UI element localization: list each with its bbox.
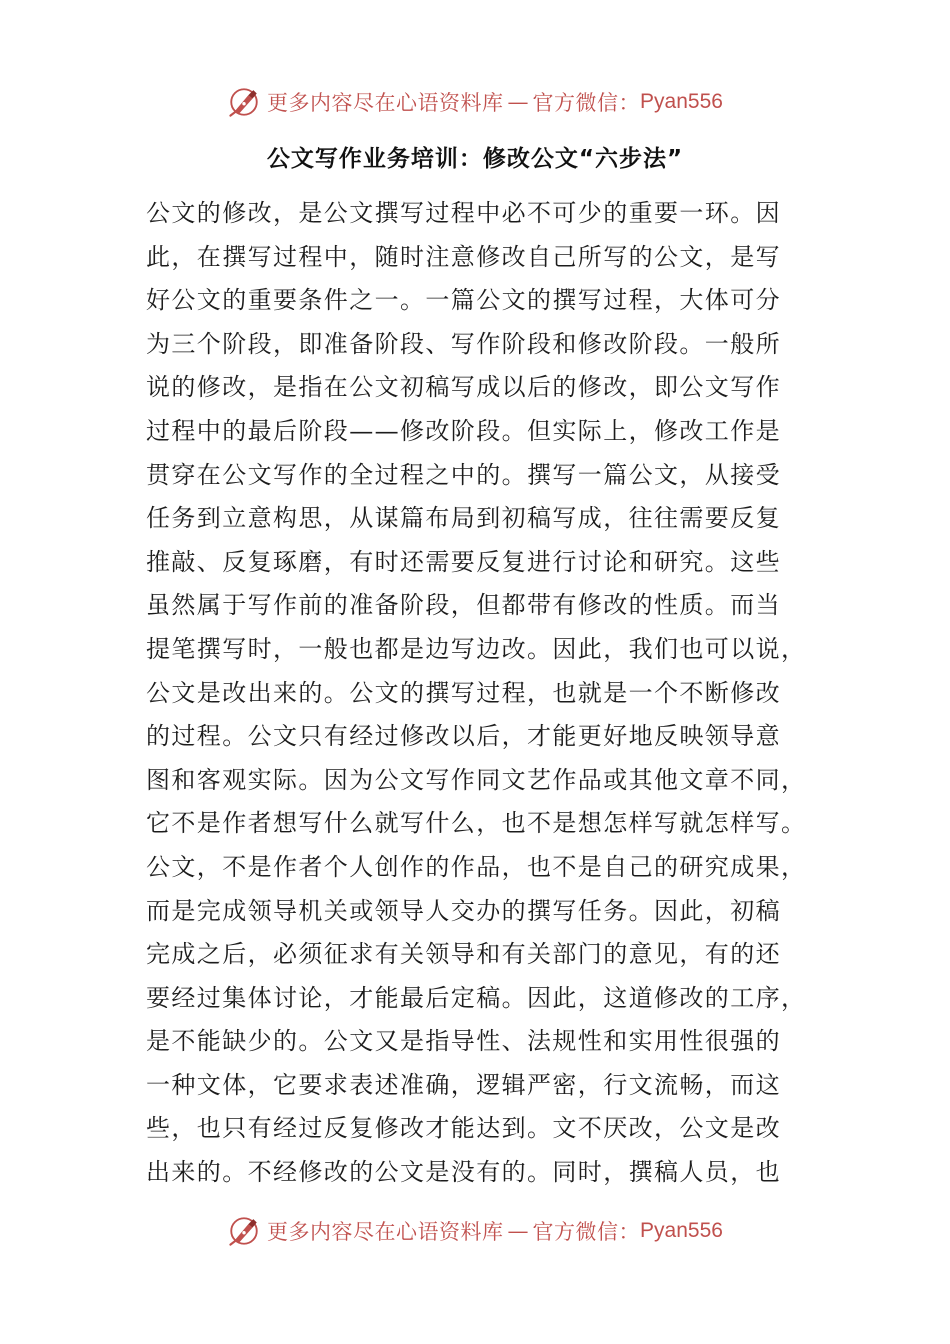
banner-label: 官方微信： (532, 1220, 641, 1244)
body-paragraph (146, 192, 806, 1195)
banner-label: 官方微信： (532, 91, 641, 115)
header-banner (0, 80, 950, 124)
text-line: 一种文体，它要求表述准确，逻辑严密，行文流畅，而这 (146, 1070, 781, 1099)
pen-nib-logo-icon (227, 1214, 261, 1248)
text-line: 虽然属于写作前的准备阶段，但都带有修改的性质。而当 (146, 591, 781, 620)
text-line: 出来的。不经修改的公文是没有的。同时，撰稿人员，也 (146, 1158, 781, 1187)
banner-text: 更多内容尽在心语资料库 (267, 91, 504, 115)
wechat-id: Pyan556 (640, 90, 723, 113)
text-line: 图和客观实际。因为公文写作同文艺作品或其他文章不同， (146, 765, 807, 794)
text-line: 推敲、反复琢磨，有时还需要反复进行讨论和研究。这些 (146, 547, 781, 576)
footer-banner (0, 1209, 950, 1253)
document-title: 公文写作业务培训：修改公文“六步法” (266, 146, 684, 172)
text-line: 公文是改出来的。公文的撰写过程，也就是一个不断修改 (146, 678, 781, 707)
text-line: 提笔撰写时，一般也都是边写边改。因此，我们也可以说， (146, 634, 807, 663)
text-line: 而是完成领导机关或领导人交办的撰写任务。因此，初稿 (146, 896, 781, 925)
banner-separator: — (507, 1219, 529, 1243)
text-line: 公文的修改，是公文撰写过程中必不可少的重要一环。因 (146, 199, 781, 227)
wechat-id: Pyan556 (640, 1219, 723, 1242)
pen-nib-logo-icon (227, 85, 261, 119)
banner-text: 更多内容尽在心语资料库 (267, 1220, 504, 1244)
text-line: 公文，不是作者个人创作的作品，也不是自己的研究成果， (146, 852, 807, 881)
text-line: 它不是作者想写什么就写什么，也不是想怎样写就怎样写。 (146, 809, 807, 838)
text-line: 此，在撰写过程中，随时注意修改自己所写的公文，是写 (146, 242, 781, 271)
text-line: 完成之后，必须征求有关领导和有关部门的意见，有的还 (146, 940, 781, 969)
text-line: 是不能缺少的。公文又是指导性、法规性和实用性很强的 (146, 1027, 781, 1056)
text-line: 好公文的重要条件之一。一篇公文的撰写过程，大体可分 (146, 286, 781, 315)
text-line: 的过程。公文只有经过修改以后，才能更好地反映领导意 (146, 722, 781, 751)
text-line: 说的修改，是指在公文初稿写成以后的修改，即公文写作 (146, 373, 781, 402)
text-line: 过程中的最后阶段——修改阶段。但实际上，修改工作是 (146, 416, 781, 445)
banner-separator: — (507, 90, 529, 114)
text-line: 任务到立意构思，从谋篇布局到初稿写成，往往需要反复 (146, 504, 781, 533)
text-line: 要经过集体讨论，才能最后定稿。因此，这道修改的工序， (146, 983, 807, 1012)
text-line: 为三个阶段，即准备阶段、写作阶段和修改阶段。一般所 (146, 329, 781, 358)
text-line: 贯穿在公文写作的全过程之中的。撰写一篇公文，从接受 (146, 460, 781, 489)
text-line: 些，也只有经过反复修改才能达到。文不厌改，公文是改 (146, 1114, 781, 1143)
